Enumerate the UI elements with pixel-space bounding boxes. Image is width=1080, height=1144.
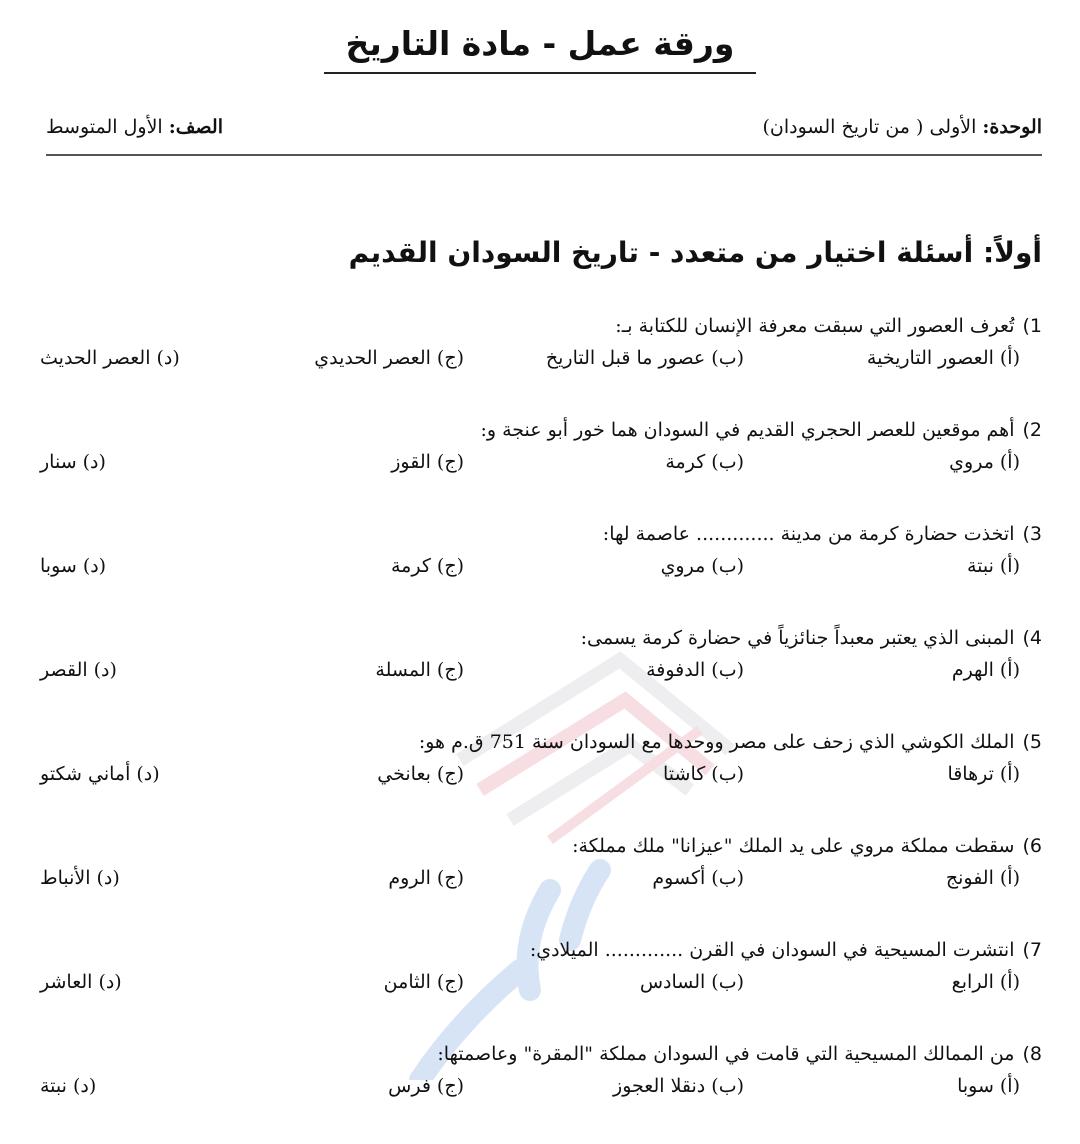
section-heading: أولاً: أسئلة اختيار من متعدد - تاريخ السودان القديم	[348, 236, 1042, 269]
options-row	[40, 758, 1042, 790]
option-key: (د)	[72, 1075, 97, 1097]
option-key: (أ)	[999, 867, 1020, 889]
option-d[interactable]	[40, 966, 122, 998]
option-b[interactable]	[546, 342, 744, 374]
option-text: المسلة	[375, 659, 431, 681]
question-text: سقطت مملكة مروي على يد الملك "عيزانا" ملك مملكة:	[572, 835, 1015, 857]
option-text: السادس	[639, 971, 706, 993]
question-list	[40, 312, 1042, 1144]
option-key: (ب)	[711, 867, 744, 889]
option-text: القصر	[40, 659, 88, 681]
option-key: (ب)	[711, 555, 744, 577]
option-text: الروم	[388, 867, 431, 889]
option-key: (ب)	[711, 659, 744, 681]
options-row	[40, 550, 1042, 582]
question-2	[40, 416, 1042, 520]
option-key: (د)	[82, 451, 106, 473]
option-text: كرمة	[665, 451, 706, 473]
option-text: بعانخي	[377, 763, 431, 785]
unit-label: الوحدة:	[982, 116, 1042, 138]
option-text: الرابع	[951, 971, 994, 993]
option-text: سوبا	[40, 555, 77, 577]
worksheet-title: ورقة عمل - مادة التاريخ	[324, 22, 757, 74]
option-a[interactable]	[967, 550, 1020, 582]
option-c[interactable]	[388, 862, 464, 894]
question-number: 1)	[1022, 315, 1042, 337]
option-text: دنقلا العجوز	[613, 1075, 706, 1097]
option-text: الفونج	[945, 867, 994, 889]
option-d[interactable]	[40, 758, 160, 790]
option-text: كاشتا	[663, 763, 706, 785]
option-text: سنار	[40, 451, 77, 473]
option-text: الدفوفة	[646, 659, 706, 681]
option-c[interactable]	[314, 342, 464, 374]
options-row	[40, 654, 1042, 686]
option-c[interactable]	[377, 758, 464, 790]
option-text: عصور ما قبل التاريخ	[545, 347, 706, 369]
grade-value: الأول المتوسط	[46, 116, 163, 138]
options-row	[40, 966, 1042, 998]
option-d[interactable]	[40, 342, 180, 374]
options-row	[40, 1070, 1042, 1102]
option-text: نبتة	[40, 1075, 67, 1097]
option-text: العصور التاريخية	[866, 347, 994, 369]
header-divider	[46, 154, 1042, 156]
grade-info	[46, 116, 223, 138]
option-a[interactable]	[952, 654, 1020, 686]
question-stem	[40, 728, 1042, 758]
option-text: أكسوم	[652, 867, 706, 889]
question-stem	[40, 416, 1042, 446]
option-text: العاشر	[40, 971, 93, 993]
option-d[interactable]	[40, 654, 117, 686]
unit-value: الأولى ( من تاريخ السودان)	[762, 116, 977, 138]
option-a[interactable]	[867, 342, 1020, 374]
question-stem	[40, 312, 1042, 342]
grade-label: الصف:	[168, 116, 223, 138]
option-d[interactable]	[40, 862, 120, 894]
question-number: 5)	[1022, 731, 1042, 753]
option-b[interactable]	[661, 550, 744, 582]
question-text: الملك الكوشي الذي زحف على مصر ووحدها مع السودان سنة 751 ق.م هو:	[418, 731, 1015, 753]
option-a[interactable]	[947, 758, 1020, 790]
option-a[interactable]	[957, 1070, 1020, 1102]
option-key: (ج)	[436, 555, 464, 577]
option-c[interactable]	[384, 966, 464, 998]
option-d[interactable]	[40, 550, 106, 582]
option-c[interactable]	[391, 446, 464, 478]
question-text: أهم موقعين للعصر الحجري القديم في السودان هما خور أبو عنجة و:	[480, 419, 1015, 441]
option-key: (ب)	[711, 451, 744, 473]
option-key: (أ)	[999, 555, 1020, 577]
question-number: 6)	[1022, 835, 1042, 857]
question-stem	[40, 520, 1042, 550]
option-key: (ج)	[436, 867, 464, 889]
question-text: تُعرف العصور التي سبقت معرفة الإنسان للكتابة بـ:	[615, 315, 1015, 337]
option-text: سوبا	[957, 1075, 994, 1097]
option-text: كرمة	[391, 555, 431, 577]
question-number: 7)	[1022, 939, 1042, 961]
option-b[interactable]	[613, 1070, 744, 1102]
option-key: (أ)	[999, 659, 1020, 681]
title-container	[0, 22, 1080, 74]
option-text: أماني شكتو	[40, 763, 131, 785]
option-text: العصر الحديدي	[314, 347, 431, 369]
option-key: (ب)	[711, 347, 744, 369]
option-text: نبتة	[966, 555, 994, 577]
option-key: (ج)	[436, 347, 464, 369]
question-text: اتخذت حضارة كرمة من مدينة ............. عاصمة لها:	[602, 523, 1015, 545]
question-text: من الممالك المسيحية التي قامت في السودان مملكة "المقرة" وعاصمتها:	[437, 1043, 1015, 1065]
option-key: (أ)	[999, 971, 1020, 993]
option-text: مروي	[949, 451, 994, 473]
option-key: (ج)	[436, 1075, 464, 1097]
option-key: (أ)	[999, 451, 1020, 473]
option-text: ترهاقا	[947, 763, 994, 785]
question-text: المبنى الذي يعتبر معبداً جنائزياً في حضارة كرمة يسمى:	[580, 627, 1015, 649]
question-7	[40, 936, 1042, 1040]
option-text: العصر الحديث	[40, 347, 151, 369]
option-b[interactable]	[640, 966, 744, 998]
option-key: (د)	[136, 763, 160, 785]
option-d[interactable]	[40, 1070, 96, 1102]
question-4	[40, 624, 1042, 728]
option-b[interactable]	[663, 758, 744, 790]
question-3	[40, 520, 1042, 624]
option-key: (ج)	[436, 763, 464, 785]
option-key: (د)	[156, 347, 180, 369]
option-c[interactable]	[391, 550, 464, 582]
question-5	[40, 728, 1042, 832]
option-a[interactable]	[949, 446, 1020, 478]
option-a[interactable]	[946, 862, 1020, 894]
question-stem	[40, 832, 1042, 862]
option-key: (د)	[82, 555, 107, 577]
option-text: الأنباط	[40, 867, 91, 889]
unit-info	[763, 116, 1043, 138]
option-a[interactable]	[952, 966, 1020, 998]
option-d[interactable]	[40, 446, 106, 478]
option-key: (ب)	[711, 1075, 744, 1097]
option-key: (ب)	[711, 971, 744, 993]
options-row	[40, 446, 1042, 478]
option-c[interactable]	[388, 1070, 464, 1102]
question-stem	[40, 1040, 1042, 1070]
option-text: الهرم	[951, 659, 994, 681]
option-key: (ج)	[436, 659, 464, 681]
meta-row	[46, 112, 1042, 142]
question-6	[40, 832, 1042, 936]
option-text: مروي	[660, 555, 706, 577]
option-text: الثامن	[383, 971, 431, 993]
option-b[interactable]	[652, 862, 744, 894]
question-8	[40, 1040, 1042, 1144]
question-text: انتشرت المسيحية في السودان في القرن ............. الميلادي:	[529, 939, 1015, 961]
option-b[interactable]	[646, 654, 744, 686]
option-key: (ج)	[436, 971, 464, 993]
option-key: (د)	[93, 659, 117, 681]
question-number: 2)	[1022, 419, 1042, 441]
question-1	[40, 312, 1042, 416]
option-key: (ب)	[711, 763, 744, 785]
option-c[interactable]	[375, 654, 464, 686]
option-key: (أ)	[999, 347, 1020, 369]
option-key: (أ)	[999, 763, 1020, 785]
option-key: (د)	[98, 971, 122, 993]
option-b[interactable]	[665, 446, 744, 478]
option-key: (د)	[96, 867, 120, 889]
question-stem	[40, 624, 1042, 654]
question-number: 3)	[1022, 523, 1042, 545]
option-text: القوز	[391, 451, 431, 473]
question-stem	[40, 936, 1042, 966]
option-key: (أ)	[999, 1075, 1020, 1097]
options-row	[40, 342, 1042, 374]
option-key: (ج)	[436, 451, 464, 473]
option-text: فرس	[388, 1075, 431, 1097]
options-row	[40, 862, 1042, 894]
question-number: 4)	[1022, 627, 1042, 649]
question-number: 8)	[1022, 1043, 1042, 1065]
